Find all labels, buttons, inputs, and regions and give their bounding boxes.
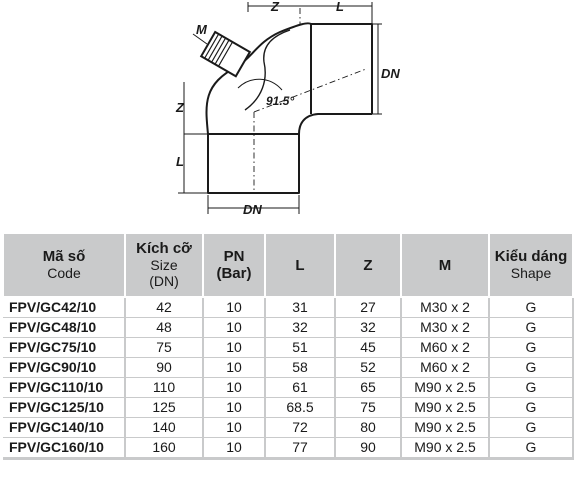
cell-pn: 10	[203, 338, 265, 358]
col-header-shape-sub: Shape	[510, 265, 552, 281]
table-row	[3, 418, 573, 438]
label-z-left: Z	[176, 100, 184, 115]
cell-z: 80	[335, 418, 401, 438]
cell-size: 48	[125, 318, 203, 338]
cell-code: FPV/GC140/10	[3, 418, 125, 438]
cell-l: 58	[265, 358, 335, 378]
cell-m: M30 x 2	[401, 318, 489, 338]
cell-pn: 10	[203, 378, 265, 398]
cell-pn: 10	[203, 318, 265, 338]
cell-z: 90	[335, 438, 401, 459]
col-header-pn-sub: (Bar)	[216, 265, 252, 282]
cell-shape: G	[489, 338, 573, 358]
label-dn-bottom: DN	[243, 202, 262, 217]
col-header-size-main: Kích cỡ	[136, 240, 192, 257]
table-row	[3, 297, 573, 318]
cell-size: 110	[125, 378, 203, 398]
cell-code: FPV/GC48/10	[3, 318, 125, 338]
col-header-pn	[203, 233, 265, 297]
col-header-m	[401, 233, 489, 297]
table-row	[3, 438, 573, 459]
cell-code: FPV/GC125/10	[3, 398, 125, 418]
col-header-z	[335, 233, 401, 297]
cell-size: 90	[125, 358, 203, 378]
cell-code: FPV/GC75/10	[3, 338, 125, 358]
cell-shape: G	[489, 358, 573, 378]
col-header-size-sub: Size	[150, 257, 178, 273]
cell-shape: G	[489, 297, 573, 318]
cell-m: M90 x 2.5	[401, 438, 489, 459]
cell-size: 160	[125, 438, 203, 459]
cell-shape: G	[489, 438, 573, 459]
cell-l: 72	[265, 418, 335, 438]
spec-table	[2, 232, 574, 460]
cell-shape: G	[489, 318, 573, 338]
cell-z: 75	[335, 398, 401, 418]
cell-pn: 10	[203, 297, 265, 318]
cell-z: 32	[335, 318, 401, 338]
table-body	[3, 297, 573, 459]
label-z-top: Z	[271, 0, 279, 14]
col-header-code-main: Mã số	[42, 248, 86, 265]
cell-l: 77	[265, 438, 335, 459]
col-header-code	[3, 233, 125, 297]
cell-code: FPV/GC160/10	[3, 438, 125, 459]
cell-l: 61	[265, 378, 335, 398]
table-row	[3, 398, 573, 418]
elbow-technical-drawing	[0, 0, 574, 228]
cell-shape: G	[489, 378, 573, 398]
cell-shape: G	[489, 418, 573, 438]
col-header-code-sub: Code	[47, 265, 81, 281]
table-header-row	[3, 233, 573, 297]
table-row	[3, 358, 573, 378]
cell-pn: 10	[203, 358, 265, 378]
cell-size: 75	[125, 338, 203, 358]
cell-pn: 10	[203, 438, 265, 459]
cell-code: FPV/GC110/10	[3, 378, 125, 398]
cell-z: 65	[335, 378, 401, 398]
cell-l: 32	[265, 318, 335, 338]
col-header-pn-main: PN	[223, 248, 245, 265]
col-header-z-main: Z	[363, 256, 373, 274]
table-row	[3, 318, 573, 338]
table-row	[3, 378, 573, 398]
col-header-l-main: L	[295, 256, 305, 274]
cell-size: 140	[125, 418, 203, 438]
cell-z: 27	[335, 297, 401, 318]
cell-m: M90 x 2.5	[401, 398, 489, 418]
cell-l: 68.5	[265, 398, 335, 418]
threaded-boss	[201, 32, 250, 76]
cell-pn: 10	[203, 418, 265, 438]
cell-code: FPV/GC90/10	[3, 358, 125, 378]
cell-pn: 10	[203, 398, 265, 418]
col-header-l	[265, 233, 335, 297]
label-angle: 91.5°	[266, 94, 295, 108]
label-dn-right: DN	[381, 66, 400, 81]
cell-code: FPV/GC42/10	[3, 297, 125, 318]
cell-m: M90 x 2.5	[401, 418, 489, 438]
cell-size: 125	[125, 398, 203, 418]
angle-arc	[238, 79, 282, 90]
cell-z: 52	[335, 358, 401, 378]
cell-shape: G	[489, 398, 573, 418]
col-header-shape	[489, 233, 573, 297]
cell-l: 51	[265, 338, 335, 358]
col-header-shape-main: Kiểu dáng	[494, 248, 568, 265]
cell-size: 42	[125, 297, 203, 318]
cell-l: 31	[265, 297, 335, 318]
table-row	[3, 338, 573, 358]
cell-m: M30 x 2	[401, 297, 489, 318]
col-header-m-main: M	[438, 256, 452, 274]
cell-z: 45	[335, 338, 401, 358]
label-m: M	[196, 22, 207, 37]
label-l-left: L	[176, 154, 184, 169]
cell-m: M90 x 2.5	[401, 378, 489, 398]
label-l-top: L	[336, 0, 344, 14]
col-header-size-sub2: (DN)	[149, 273, 179, 289]
cell-m: M60 x 2	[401, 358, 489, 378]
cell-m: M60 x 2	[401, 338, 489, 358]
elbow-diagram	[0, 0, 574, 228]
col-header-size	[125, 233, 203, 297]
